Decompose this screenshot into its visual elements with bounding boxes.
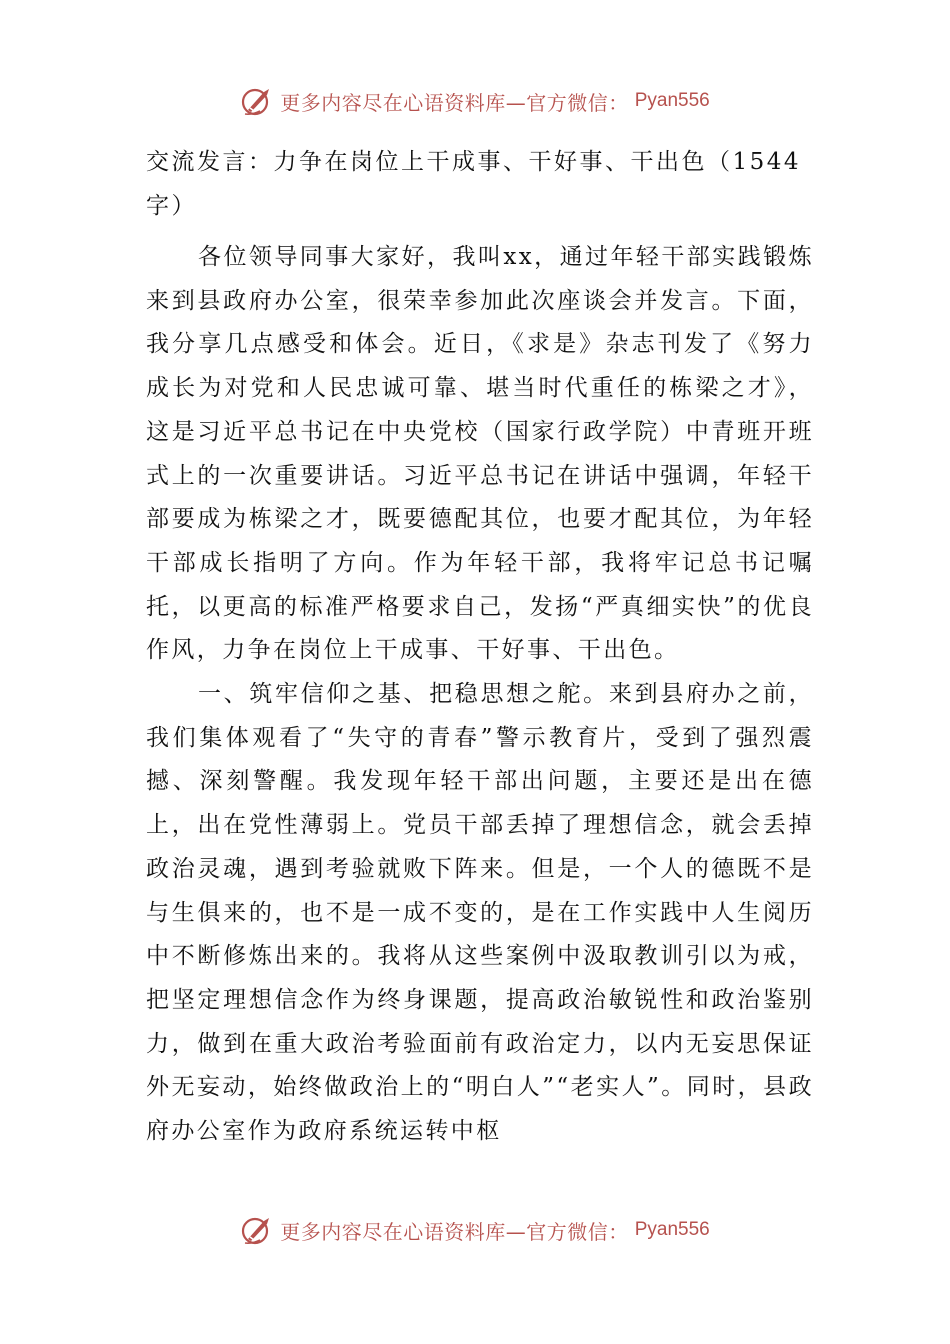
footer-watermark <box>0 1213 950 1247</box>
watermark-text: 更多内容尽在心语资料库—官方微信： <box>280 90 629 115</box>
pen-quill-logo-icon <box>240 1213 274 1247</box>
watermark-text: 更多内容尽在心语资料库—官方微信： <box>280 1219 629 1244</box>
pen-quill-logo-icon <box>240 84 274 118</box>
paragraph-intro: 各位领导同事大家好，我叫xx，通过年轻干部实践锻炼来到县政府办公室，很荣幸参加此次座谈会并发言。下面，我分享几点感受和体会。近日，《求是》杂志刊发了《努力成长为对党和人民忠诚可靠、堪当时代重任的栋梁之才》，这是习近平总书记在中央党校（国家行政学院）中青班开班式上的一次重要讲话。习近平总书记在讲话中强调，年轻干部要成为栋梁之才，既要德配其位，也要才配其位，为年轻干部成长指明了方向。作为年轻干部，我将牢记总书记嘱托，以更高的标准严格要求自己，发扬“严真细实快”的优良作风，力争在岗位上干成事、干好事、干出色。 <box>146 244 814 664</box>
document-title: 交流发言：力争在岗位上干成事、干好事、干出色（1544字） <box>146 149 802 219</box>
document-body <box>146 140 814 1154</box>
paragraph-section-one: 一、筑牢信仰之基、把稳思想之舵。来到县府办之前，我们集体观看了“失守的青春”警示教育片，受到了强烈震撼、深刻警醒。我发现年轻干部出问题，主要还是出在德上，出在党性薄弱上。党员干部丢掉了理想信念，就会丢掉政治灵魂，遇到考验就败下阵来。但是，一个人的德既不是与生俱来的，也不是一成不变的，是在工作实践中人生阅历中不断修炼出来的。我将从这些案例中汲取教训引以为戒，把坚定理想信念作为终身课题，提高政治敏锐性和政治鉴别力，做到在重大政治考验面前有政治定力，以内无妄思保证外无妄动，始终做政治上的“明白人”“老实人”。同时，县政府办公室作为政府系统运转中枢 <box>146 681 814 1145</box>
watermark-wechat-id: Pyan556 <box>634 90 710 111</box>
watermark-wechat-id: Pyan556 <box>634 1219 710 1240</box>
header-watermark <box>0 84 950 118</box>
